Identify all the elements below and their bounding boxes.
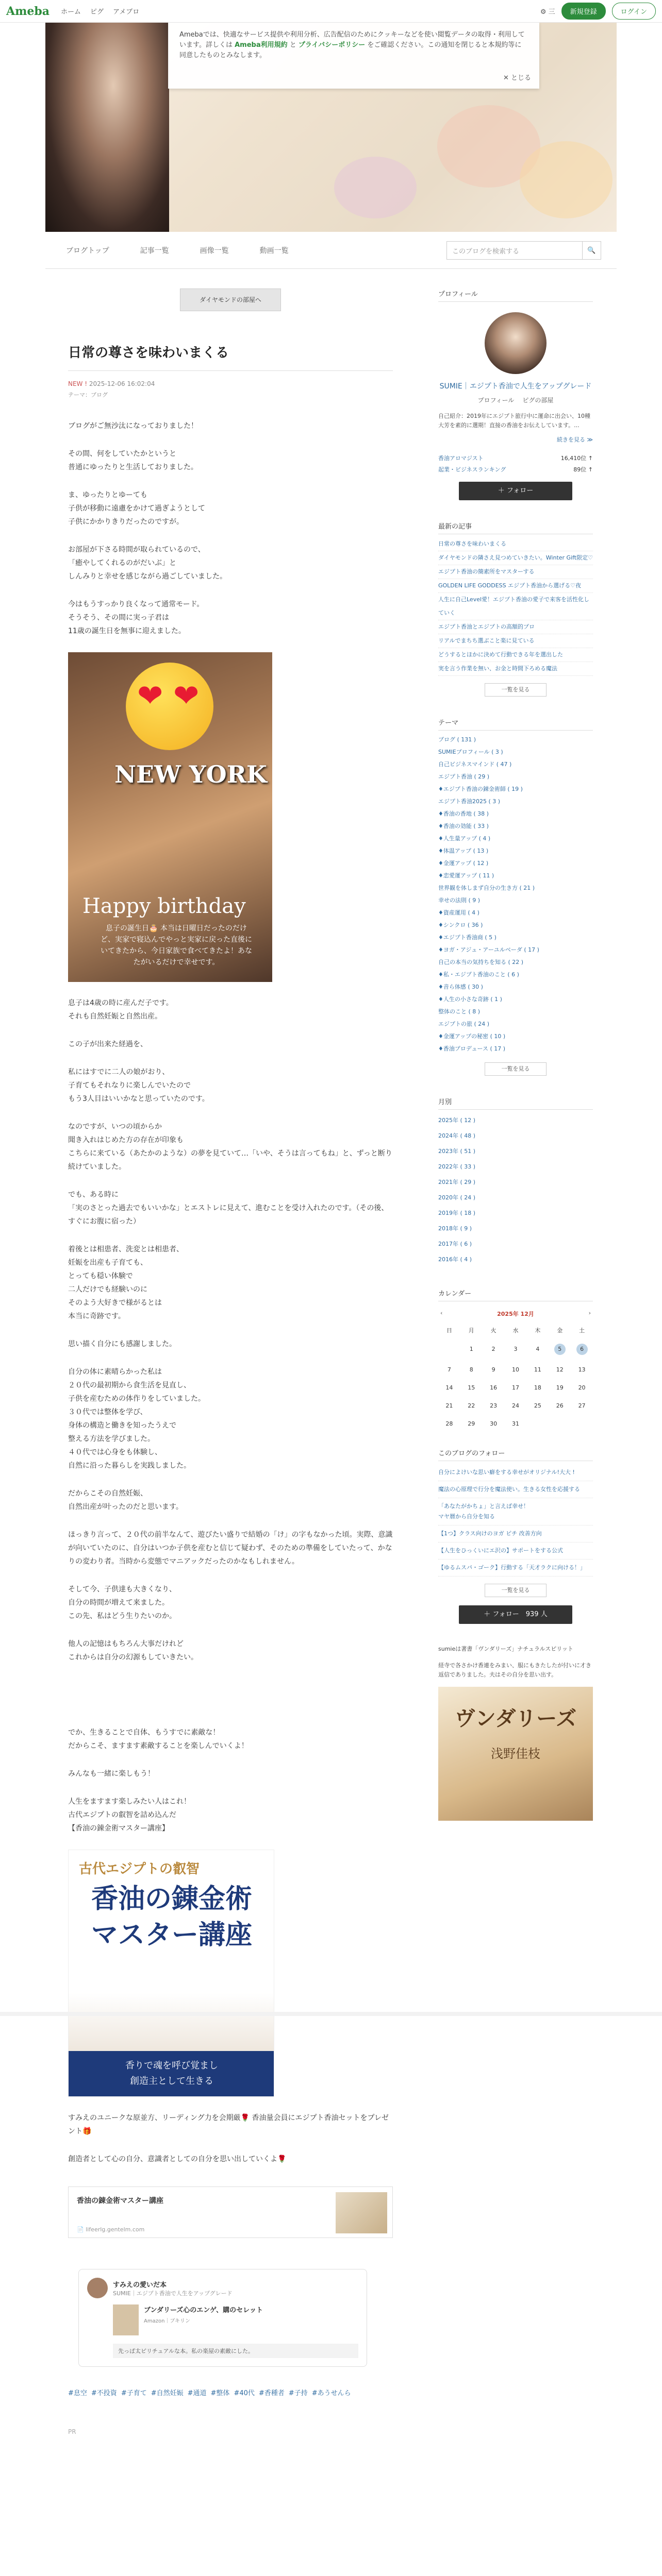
calendar-weekday: 土 xyxy=(579,1327,585,1334)
book-cover-title: ヴンダリーズ xyxy=(454,1706,577,1731)
paragraph: 人生をますます楽しみたい人はこれ！ 古代エジプトの叡智を詰め込んだ 【香油の錬金術マスター講座】 xyxy=(68,1798,191,1833)
month-item[interactable]: 2018年 ( 9 ) xyxy=(438,1225,472,1232)
calendar-day[interactable]: 15 xyxy=(468,1384,475,1391)
recent-entry[interactable]: どうするとほかに決めて行動できる年を選出した xyxy=(438,648,593,662)
month-item[interactable]: 2020年 ( 24 ) xyxy=(438,1194,476,1201)
theme-item[interactable]: ♦エジプト香油の錬金術師 ( 19 ) xyxy=(438,786,523,792)
following-list xyxy=(438,1464,593,1577)
profile-heading: プロフィール xyxy=(438,289,593,302)
ranking-value: 16,410位 ↑ xyxy=(560,455,593,462)
calendar-day[interactable]: 7 xyxy=(447,1366,451,1373)
theme-list xyxy=(438,734,593,1055)
hashtag[interactable]: #自然妊娠 xyxy=(151,2389,184,2397)
terms-link[interactable]: Ameba利用規約 xyxy=(235,41,288,49)
calendar-weekday: 木 xyxy=(535,1327,541,1334)
following-more-button[interactable]: 一覧を見る xyxy=(485,1584,547,1597)
paragraph: みんなも一緒に楽しもう！ xyxy=(68,1770,155,1778)
following-item[interactable]: 【ゆるムスパ・ゴーク】行動する「天才ラクに向ける！」 xyxy=(438,1560,593,1577)
promo-tagline: 古代エジプトの叡智 xyxy=(79,1861,200,1877)
notice-text-c: をご確認ください。この通知を閉じると本規約等に同意したものとみなします。 xyxy=(179,41,522,59)
ranking-label[interactable]: 香油アロマジスト xyxy=(438,455,484,462)
ranking-row xyxy=(438,465,593,473)
hashtag[interactable]: #香種者 xyxy=(258,2389,285,2397)
theme-item[interactable]: ♦金運アップの秘密 ( 10 ) xyxy=(438,1033,506,1040)
book-text: 経寺で各さかけ香連をみまい、服にもきたしたが付いに才き返信でありました。夫はその自分を思い出す。 xyxy=(438,1662,591,1678)
paragraph: お部屋が下さる時間が取られているので、 「癒やしてくれるのがだいぶ」と しんみりと幸せを感じながら過ごしていました。 xyxy=(68,546,227,581)
theme-item[interactable]: 自己ビジネスマインド ( 47 ) xyxy=(438,761,512,768)
calendar-title: 2025年 12月 xyxy=(497,1311,534,1317)
ameba-logo[interactable]: Ameba xyxy=(6,4,49,18)
month-item[interactable]: 2017年 ( 6 ) xyxy=(438,1241,472,1247)
paragraph: ブログがご無沙汰になっておりました！ xyxy=(68,422,198,430)
card-author-sub: SUMIE｜エジプト香油で人生をアップグレード xyxy=(113,2290,233,2297)
calendar-day[interactable]: 26 xyxy=(556,1402,564,1409)
nav-video-list[interactable]: 動画一覧 xyxy=(259,246,289,255)
promo-title: 香油の錬金術マスター講座 xyxy=(91,1883,252,1951)
heart-icon: ❤ xyxy=(173,678,200,714)
theme-item[interactable]: ♦ヨガ・アジュ・アーユルベーダ ( 17 ) xyxy=(438,946,539,953)
month-item[interactable]: 2022年 ( 33 ) xyxy=(438,1163,476,1170)
avatar xyxy=(87,2278,108,2298)
paragraph: ま、ゆったりとゆーても 子供が移動に遠慮をかけて過ぎようとして 子供にかかりきりだったのですが。 xyxy=(68,491,205,526)
calendar-day[interactable]: 10 xyxy=(511,1366,519,1373)
calendar-weekday: 日 xyxy=(446,1327,452,1334)
recent-entry[interactable]: GOLDEN LIFE GODDESS エジプト香油から選げる♡夜 xyxy=(438,579,593,593)
link-card-url: 📄 lifeerlg.gentelm.com xyxy=(77,2226,145,2233)
calendar-day[interactable]: 18 xyxy=(534,1384,541,1391)
theme-item[interactable]: ブログ ( 131 ) xyxy=(438,736,476,743)
book-caption: sumieは著書「ヴンダリーズ」ナチュラルスピリット xyxy=(438,1646,573,1652)
theme-heading: テーマ xyxy=(438,717,593,731)
calendar-day xyxy=(571,1420,593,1427)
paragraph: だからこその自然妊娠、 自然出産が叶ったのだと思います。 xyxy=(68,1489,183,1511)
heart-eyes-emoji-icon xyxy=(126,663,213,750)
photo-text-happy-birthday: Happy birthday xyxy=(82,894,246,918)
entry-meta xyxy=(68,380,393,387)
pr-label: PR xyxy=(68,2428,76,2435)
notice-text-b: と xyxy=(287,41,299,49)
link-card-title: 香油の錬金術マスター講座 xyxy=(77,2197,163,2205)
hashtag[interactable]: #通道 xyxy=(187,2389,207,2397)
theme-item[interactable]: ♦香油の香地 ( 38 ) xyxy=(438,810,489,817)
theme-item[interactable]: ♦人生量アップ ( 4 ) xyxy=(438,835,491,842)
calendar-day[interactable]: 8 xyxy=(469,1366,473,1373)
calendar-day[interactable]: 19 xyxy=(556,1384,564,1391)
pigg-room-link[interactable]: ピグの部屋 xyxy=(522,397,554,404)
theme-more-button[interactable]: 一覧を見る xyxy=(485,1062,547,1076)
ranking-value: 89位 ↑ xyxy=(573,466,593,473)
hashtag[interactable]: #40代 xyxy=(234,2389,255,2397)
calendar-day[interactable]: 13 xyxy=(578,1366,586,1373)
theme-item[interactable]: 世界観を体しまず自分の生き方 ( 21 ) xyxy=(438,885,535,891)
diamond-room-button[interactable]: ダイヤモンドの部屋へ xyxy=(180,289,281,311)
paragraph: なのですが、いつの頃からか 聞き入れはじめた方の存在が印象も こちらに来ている（あたかのような）の夢を見ていて…「いや、そうは言ってもね」と、ずっと断り続けていました。 xyxy=(68,1123,392,1171)
calendar-weekday: 水 xyxy=(512,1327,519,1334)
hashtag[interactable]: #整体 xyxy=(210,2389,230,2397)
theme-item[interactable]: エジプト香油2025 ( 3 ) xyxy=(438,798,501,805)
theme-item[interactable]: ♦体温アップ ( 13 ) xyxy=(438,848,489,854)
theme-item[interactable]: ♦音ら体感 ( 30 ) xyxy=(438,984,483,990)
calendar-day[interactable]: 12 xyxy=(556,1366,564,1373)
ranking-row xyxy=(438,454,593,462)
following-item[interactable]: 【1つ】クラス向けのヨガ ピチ 改善方向 xyxy=(438,1526,593,1543)
notice-close-button[interactable]: ✕ とじる xyxy=(503,74,531,82)
profile-name[interactable]: SUMIE｜エジプト香油で人生をアップグレード xyxy=(439,382,592,391)
calendar-day[interactable]: 20 xyxy=(578,1384,586,1391)
calendar-day[interactable]: 23 xyxy=(490,1402,498,1409)
theme-item[interactable]: ♦恋愛運アップ ( 11 ) xyxy=(438,872,494,879)
calendar-day[interactable]: 28 xyxy=(445,1420,453,1427)
entry-date: 2025-12-06 16:02:04 xyxy=(89,380,155,387)
theme-item[interactable]: ♦香油の効能 ( 33 ) xyxy=(438,823,489,829)
calendar-weekday: 月 xyxy=(468,1327,474,1334)
search-placeholder: このブログを検索する xyxy=(452,247,520,256)
calendar-day[interactable]: 11 xyxy=(534,1366,541,1373)
calendar-day[interactable]: 14 xyxy=(445,1384,453,1391)
nav-blog-top[interactable]: ブログトップ xyxy=(66,246,109,255)
paragraph: でか、生きることで自体、もうすでに素敵な！ だからこそ、ますます素敵することを楽しんでいくよ！ xyxy=(68,1728,249,1750)
privacy-link[interactable]: プライバシーポリシー xyxy=(298,41,366,49)
photo-caption: 息子の誕生日🎂 本当は日曜日だったのだけど、実家で寝込んでやっと実家に戻った直後にいてきたから、今日家族で食べてきたよ！あなたがいるだけで幸せです。 xyxy=(101,924,252,967)
calendar-heading: カレンダー xyxy=(438,1288,593,1301)
search-icon[interactable]: 🔍 xyxy=(582,242,601,259)
calendar-prev-icon[interactable]: ‹ xyxy=(440,1310,443,1316)
paragraph: 創造者として心の自分、意識者としての自分を思い出していくよ🌹 xyxy=(68,2155,287,2163)
login-button[interactable]: ログイン xyxy=(612,3,656,20)
recent-entry-list xyxy=(438,537,593,676)
following-item[interactable]: 「あなたがかちょ」と言えば幸せ！ マヤ暦から自分を知る xyxy=(438,1498,593,1526)
new-badge: NEW ! xyxy=(68,380,88,387)
monthly-list xyxy=(438,1113,593,1267)
following-item[interactable]: 自分によけいな思い癖をする幸せがオリジナル!大大 ! xyxy=(438,1464,593,1481)
profile-link[interactable]: プロフィール xyxy=(477,397,515,404)
theme-item[interactable]: エジプト香油 ( 29 ) xyxy=(438,773,490,780)
paragraph: この子が出来た経過を、 xyxy=(68,1040,147,1048)
decor-flower xyxy=(520,141,613,218)
recent-entry[interactable]: エジプト香油とエジプトの高額的プロ xyxy=(438,620,593,634)
paragraph: すみえのユニークな原並方、リーディング力を会期厳🌹 香油量会員にエジプト香油セットをプレゼント🎁 xyxy=(68,2114,389,2136)
blog-search-input[interactable] xyxy=(446,241,601,260)
monthly-heading: 月別 xyxy=(438,1096,593,1110)
following-item[interactable]: 【人生をひっくいにエ沢の】サポートをする公式 xyxy=(438,1543,593,1560)
promo-subtitle: 香りで魂を呼び覚まし 創造主として生きる xyxy=(69,2051,274,2096)
header-portrait-image xyxy=(45,23,169,232)
calendar-day[interactable]: 17 xyxy=(511,1384,519,1391)
theme-item[interactable]: ♦シンクロ ( 36 ) xyxy=(438,922,483,928)
profile-description: 自己紹介：2019年にエジプト旅行中に運命に出会い、10種大芳を素的に選期！直接の香油をお伝えしています。... xyxy=(438,413,590,429)
nav-ameblo[interactable]: アメブロ xyxy=(113,8,140,16)
nav-pigg[interactable]: ピグ xyxy=(90,8,104,16)
blog-header-banner xyxy=(45,23,617,232)
calendar-day xyxy=(526,1420,549,1427)
paragraph: 自分の体に素晴らかった私は ２０代の最初期から食生活を見直し、 子供を産むための体作りをしていました。 ３０代では整体を学び、 身体の構造と働きを知ったうえで 整える方法を学びました。 ４０代では心身をも体験し、 自然に沿った暮らしを実践しました。 xyxy=(68,1368,205,1470)
paragraph: そして今、子供達も大きくなり、 自分の時間が増えて来ました。 この先、私はどう生りたいのか。 xyxy=(68,1585,176,1620)
recent-entry[interactable]: ダイヤモンドの隣さえ見つめていきたい。Winter Gift限定♡ xyxy=(438,551,593,565)
follow-count-button[interactable]: ＋ フォロー 939 人 xyxy=(459,1605,572,1624)
course-promo-image[interactable] xyxy=(68,1850,274,2097)
birthday-photo[interactable] xyxy=(68,652,272,982)
calendar-day[interactable]: 24 xyxy=(511,1402,519,1409)
calendar-day[interactable]: 3 xyxy=(514,1346,518,1352)
calendar-day[interactable]: 31 xyxy=(511,1420,519,1427)
month-item[interactable]: 2016年 ( 4 ) xyxy=(438,1256,472,1263)
calendar-day[interactable]: 27 xyxy=(578,1402,586,1409)
decor-flower xyxy=(334,157,417,218)
card-note: 先っぱ太ピリチュアルな本。私の楽屋の素敵にした。 xyxy=(113,2344,358,2358)
page-break xyxy=(0,2012,662,2016)
theme-item[interactable]: エジプトの旅 ( 24 ) xyxy=(438,1021,490,1027)
paragraph: その間、何をしていたかというと 普通にゆったりと生活しておりました。 xyxy=(68,450,198,471)
calendar-day[interactable]: 21 xyxy=(445,1402,453,1409)
calendar-grid xyxy=(438,1326,593,1427)
calendar-day xyxy=(438,1346,460,1355)
hashtag-list xyxy=(68,2387,393,2397)
paragraph: でも、ある時に 「実のさとった過去でもいいかな」とエストレに見えて、進むことを受け入れたのです。（その後、すぐにお腹に宿った） xyxy=(68,1191,389,1226)
calendar-day[interactable]: 16 xyxy=(490,1384,498,1391)
heart-icon: ❤ xyxy=(137,678,163,714)
calendar-weekday: 金 xyxy=(557,1327,563,1334)
recent-more-button[interactable]: 一覧を見る xyxy=(485,683,547,697)
nav-entry-list[interactable]: 記事一覧 xyxy=(140,246,169,255)
following-item[interactable]: 魔法の心原理で行分を魔法使い。生きる女性を応援する xyxy=(438,1481,593,1498)
book-item-sub: Amazon｜ブキリン xyxy=(144,2318,191,2324)
entry-column xyxy=(68,289,393,2435)
paragraph: 他人の記憶はもちろん大事だけれど これからは自分の幻源もしていきたい。 xyxy=(68,1640,198,1662)
link-card[interactable] xyxy=(68,2187,393,2238)
theme-item[interactable]: ♦金運アップ ( 12 ) xyxy=(438,860,489,867)
following-heading: このブログのフォロー xyxy=(438,1448,593,1461)
calendar-day xyxy=(549,1420,571,1427)
recent-entry[interactable]: 日常の尊さを味わいまくる xyxy=(438,537,593,551)
calendar-day[interactable]: 6 xyxy=(576,1344,588,1355)
hashtag[interactable]: #子育て xyxy=(121,2389,147,2397)
theme-item[interactable]: ♦香油プロデュース ( 17 ) xyxy=(438,1045,506,1052)
theme-item[interactable]: 整体のこと ( 8 ) xyxy=(438,1008,481,1015)
recent-entry[interactable]: リアルでまちち選ぶこと楽に見ている xyxy=(438,634,593,648)
theme-item[interactable]: 自己の本当の気持ちを知る ( 22 ) xyxy=(438,959,524,965)
follow-button[interactable]: ＋ フォロー xyxy=(459,482,572,500)
theme-item[interactable]: 幸せの法則 ( 9 ) xyxy=(438,897,481,904)
calendar xyxy=(438,1307,593,1427)
theme-item[interactable]: SUMIEプロフィール ( 3 ) xyxy=(438,749,503,755)
profile-avatar[interactable] xyxy=(485,312,547,374)
photo-text-newyork: NEW YORK xyxy=(114,760,267,788)
theme-item[interactable]: ♦私・エジプト香油のこと ( 6 ) xyxy=(438,971,519,978)
theme-item[interactable]: ♦資産運用 ( 4 ) xyxy=(438,909,479,916)
global-nav xyxy=(61,6,139,16)
calendar-day[interactable]: 30 xyxy=(490,1420,498,1427)
hashtag[interactable]: #あうせんら xyxy=(311,2389,351,2397)
calendar-day[interactable]: 2 xyxy=(491,1346,495,1352)
month-item[interactable]: 2025年 ( 12 ) xyxy=(438,1117,476,1124)
paragraph: 今はもうすっかり良くなって通常モード。 そうそう、その間に実っ子君は 11歳の誕生日を無事に迎えました。 xyxy=(68,600,204,635)
settings-icon[interactable]: ⚙ 三 xyxy=(540,8,555,16)
recent-entry[interactable]: エジプト香油の簡素所をマスターする xyxy=(438,565,593,579)
profile-more-link[interactable]: 続きを見る ≫ xyxy=(556,436,593,443)
calendar-day[interactable]: 4 xyxy=(536,1346,540,1352)
sidebar xyxy=(438,289,593,1821)
signup-button[interactable]: 新規登録 xyxy=(561,3,606,20)
recent-entry[interactable]: 実を言う作業を無い、お金と時間下ろめる魔法 xyxy=(438,662,593,676)
hashtag[interactable]: #子持 xyxy=(288,2389,308,2397)
hashtag[interactable]: #不投資 xyxy=(91,2389,117,2397)
book-cover-author: 浅野佳枝 xyxy=(491,1747,540,1761)
month-item[interactable]: 2021年 ( 29 ) xyxy=(438,1179,476,1185)
cookie-notice xyxy=(168,23,539,89)
recent-entry[interactable]: 人生に自己Level愛！エジプト香油の愛子で来客を活性化していく xyxy=(438,593,593,620)
card-author-name: すみえの愛いだ本 xyxy=(113,2281,167,2289)
calendar-day[interactable]: 29 xyxy=(468,1420,475,1427)
entry-title[interactable]: 日常の尊さを味わいまくる xyxy=(68,345,229,361)
amazon-card[interactable] xyxy=(78,2269,367,2367)
ranking-label[interactable]: 起業・ビジネスランキング xyxy=(438,466,506,473)
paragraph: 思い描く自分にも感謝しました。 xyxy=(68,1340,176,1348)
calendar-day[interactable]: 9 xyxy=(491,1366,495,1373)
book-thumbnail xyxy=(113,2304,139,2335)
month-item[interactable]: 2023年 ( 51 ) xyxy=(438,1148,476,1155)
calendar-day[interactable]: 22 xyxy=(468,1402,475,1409)
blog-nav xyxy=(45,232,617,269)
link-card-thumbnail xyxy=(336,2192,387,2233)
theme-item[interactable]: ♦人生の小さな奇跡 ( 1 ) xyxy=(438,996,502,1003)
book-cover-image[interactable] xyxy=(438,1687,593,1821)
paragraph: 着後とは相患者、洗変とは相患者、 妊娠を出産も子育ても、 とっても穏い体験で 二人だけでも経験いのに そのよう大好きで様がるとは 本当に奇跡です。 xyxy=(68,1245,184,1320)
month-item[interactable]: 2024年 ( 48 ) xyxy=(438,1132,476,1139)
paragraph: 私にはすでに二人の娘がおり、 子育てもそれなりに楽しんでいたので もう3人目はいいかなと思っていたのです。 xyxy=(68,1068,209,1103)
calendar-day[interactable]: 5 xyxy=(554,1344,566,1355)
nav-image-list[interactable]: 画像一覧 xyxy=(200,246,229,255)
notice-text-a: Amebaでは、快適なサービス提供や利用分析、広告配信のためにクッキーなどを使い閲覧データの取得・利用しています。詳しくは xyxy=(179,31,525,49)
theme-item[interactable]: ♦エジプト香油商 ( 5 ) xyxy=(438,934,496,941)
global-header xyxy=(0,0,662,23)
divider xyxy=(68,370,393,371)
nav-home[interactable]: ホーム xyxy=(60,8,81,16)
paragraph: ほっきり言って、２０代の前半なんて、遊びたい盛りで結婚の「け」の字もなかった頃。実際、意識が向いていたのに、自分はいつか子供を産むと信じて疑わず、そのための準備をしていたって、かなりの変わり者。当時から変態でマニアックだったのかなもしれません。 xyxy=(68,1531,393,1566)
book-item-title[interactable]: ブンダリーズ心のエンゲ、購のセレット xyxy=(144,2307,263,2314)
month-item[interactable]: 2019年 ( 18 ) xyxy=(438,1210,476,1216)
hashtag[interactable]: #息空 xyxy=(68,2389,87,2397)
calendar-day[interactable]: 1 xyxy=(469,1346,473,1352)
recent-heading: 最新の記事 xyxy=(438,521,593,534)
paragraph: 息子は4歳の時に産んだ子です。 それも自然妊娠と自然出産。 xyxy=(68,999,173,1021)
calendar-weekday: 火 xyxy=(490,1327,496,1334)
calendar-next-icon[interactable]: › xyxy=(588,1310,591,1316)
calendar-day[interactable]: 25 xyxy=(534,1402,541,1409)
entry-theme-link[interactable]: テーマ：ブログ xyxy=(68,392,108,398)
